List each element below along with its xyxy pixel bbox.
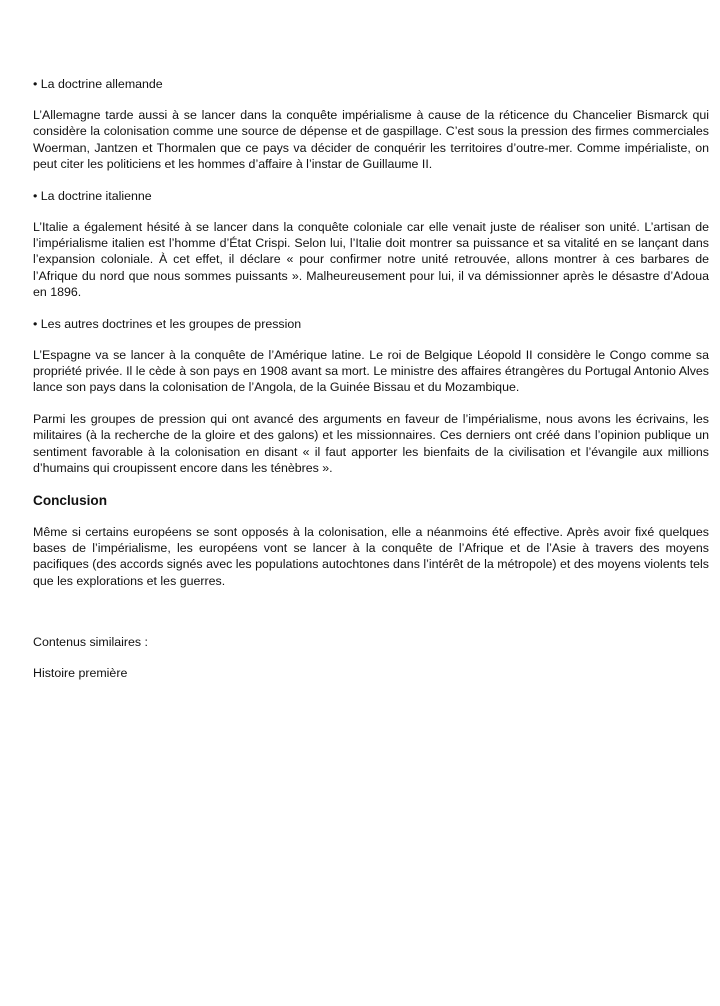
similar-content-link[interactable]: Histoire première	[33, 666, 128, 681]
heading-italian-doctrine: • La doctrine italienne	[33, 188, 152, 203]
heading-other-doctrines: • Les autres doctrines et les groupes de pression	[33, 316, 302, 331]
paragraph-german-doctrine: L’Allemagne tarde aussi à se lancer dans la conquête impérialisme à cause de la réticence du Chancelier Bismarck qui considère la colonisation comme une source de dépense et de gaspillage. C’est sous la pression des firmes commerciales Woerman, Jantzen et Thormalen que ce pays va décider de conquérir les territoires d’outre-mer. Comme impérialiste, on peut citer les politiciens et les hommes d’affaire à l’instar de Guillaume II.	[33, 108, 709, 172]
document-page	[33, 76, 709, 696]
paragraph-italian-doctrine: L’Italie a également hésité à se lancer dans la conquête coloniale car elle venait juste de réaliser son unité. L’artisan de l’impérialisme italien est l’homme d’État Crispi. Selon lui, l’Italie doit montrer sa puissance et sa vitalité en se lançant dans l’expansion coloniale. À cet effet, il déclare « pour confirmer notre unité retrouvée, allons montrer à ces barbares de l’Afrique du nord que nous sommes puissants ». Malheureusement pour lui, il va démissionner après le désastre d’Adoua en 1896.	[33, 219, 709, 300]
conclusion-paragraph: Même si certains européens se sont opposés à la colonisation, elle a néanmoins été effective. Après avoir fixé quelques bases de l’impérialisme, les européens vont se lancer à la conquête de l’Afrique et de l’Asie à travers des moyens pacifiques (des accords signés avec les populations autochtones dans l’intérêt de la métropole) et des moyens violents tels que les explorations et les guerres.	[33, 524, 709, 588]
paragraph-pressure-groups: Parmi les groupes de pression qui ont avancé des arguments en faveur de l’impérialisme, nous avons les écrivains, les militaires (à la recherche de la gloire et des galons) et les missionnaires. Ces derniers ont créé dans l’opinion publique un sentiment favorable à la colonisation en disant « il faut apporter les bienfaits de la civilisation et l’évangile aux millions d’humains qui croupissent encore dans les ténèbres ».	[33, 411, 709, 476]
heading-german-doctrine: • La doctrine allemande	[33, 77, 163, 91]
spacer	[33, 604, 709, 634]
paragraph-other-doctrines: L’Espagne va se lancer à la conquête de l’Amérique latine. Le roi de Belgique Léopold II considère le Congo comme sa propriété privée. Il le cède à son pays en 1908 avant sa mort. Le ministre des affaires étrangères du Portugal Antonio Alves lance son pays dans la colonisation de l’Angola, de la Guinée Bissau et du Mozambique.	[33, 347, 709, 395]
conclusion-title: Conclusion	[33, 492, 108, 508]
similar-content-label: Contenus similaires :	[33, 635, 149, 650]
